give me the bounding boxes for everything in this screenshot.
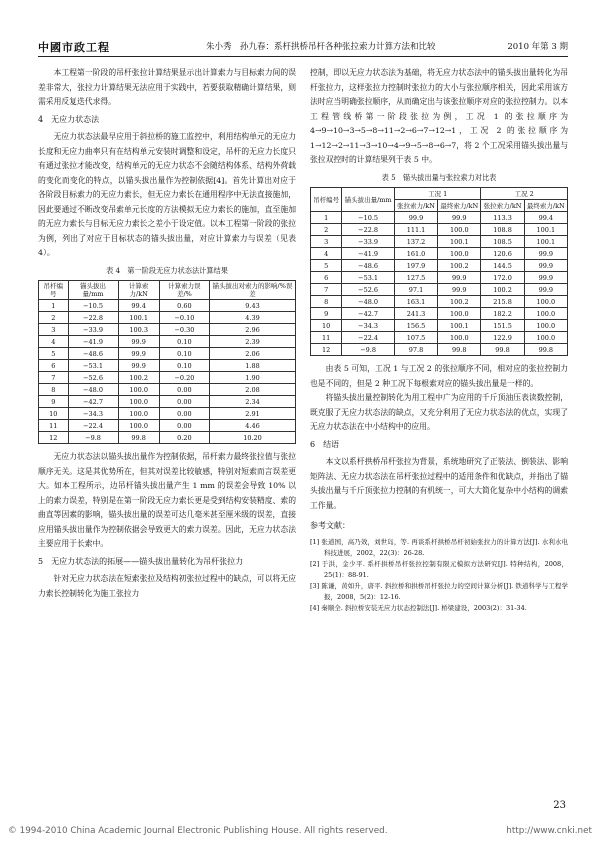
- table-row: [39, 324, 296, 336]
- table-row: [311, 308, 568, 320]
- table-cell: −52.6: [342, 284, 395, 296]
- table-cell: 4: [39, 336, 69, 348]
- paragraph: 本文以系杆拱桥吊杆张拉为背景，系统地研究了正装法、倒装法、影响矩阵法、无应力状态法在吊杆张拉过程中的适用条件和优缺点，并指出了锚头拔出量与千斤顶张拉力控制的有机统一，可大大简化复杂中小结构的调索工作量。: [310, 457, 568, 510]
- table-cell: 1.88: [209, 360, 295, 372]
- table-cell: 100.0: [438, 332, 481, 344]
- table-cell: 99.9: [438, 284, 481, 296]
- table-cell: −42.7: [342, 308, 395, 320]
- table-row: [311, 212, 568, 224]
- table-cell: −10.5: [342, 212, 395, 224]
- paragraph: 无应力状态法最早应用于斜拉桥的施工监控中，利用结构单元的无应力长度和无应力曲率只有在结构单元安装时调整和设定，吊杆的无应力长度只有通过张拉才能改变，结构单元的无应力状态不会随结构体系、结构外荷载的变化而变化的特点，以锚头拔出量作为控制依据[4]。首先计算出对应于各阶段目标索力的无应力索长，但无应力索长在通用程序中无法直接施加，因此要通过不断改变吊索单元长度的方法模拟无应力索长的施加，直至施加的无应力索长与目标无应力索长之差小于设定值。以本工程第一阶段的张拉为例，列出了对应于目标状态的锚头拔出量，对应计算索力与误差（见表4）。: [38, 132, 296, 257]
- table-cell: 0.10: [159, 360, 209, 372]
- table-cell: 1.90: [209, 372, 295, 384]
- table-cell: 0.00: [159, 384, 209, 396]
- table-cell: 182.2: [481, 308, 524, 320]
- table-cell: 2.91: [209, 408, 295, 420]
- paragraph: 无应力状态法以锚头拔出量作为控制依据，吊杆索力最终张拉值与张拉顺序无关。这是其优势所在，但其对误差比较敏感，特别对短索而言误差更大。如本工程所示，边吊杆锚头拔出量产生 1 mm 的误差会导致 10% 以上的索力误差，特别是在第一阶段无应力索长更是受到结构安装精度、索的曲直等因素的影响，锚头拔出量的误差可达几毫米甚至厘米级的误差，直接应用锚头拔出量作为控制依据会导致更大的索力误差。因此，无应力状态法主要应用于长索中。: [38, 452, 296, 548]
- table-cell: 100.1: [524, 224, 567, 236]
- table-cell: 113.3: [481, 212, 524, 224]
- table-cell: −53.1: [342, 272, 395, 284]
- table-cell: 100.2: [438, 296, 481, 308]
- table-caption: 表 4 第一阶段无应力状态法计算结果: [106, 265, 228, 275]
- table-4: [38, 280, 296, 444]
- table-cell: 99.9: [438, 272, 481, 284]
- table-cell: −9.8: [68, 432, 118, 444]
- table-cell: 11: [311, 332, 342, 344]
- journal-logo: 中國市政工程: [38, 41, 110, 54]
- table-row: [311, 260, 568, 272]
- table-cell: 7: [311, 284, 342, 296]
- table-cell: 172.0: [481, 272, 524, 284]
- table-header-cell: 吊杆编号: [39, 281, 69, 300]
- table-cell: 10.20: [209, 432, 295, 444]
- table-cell: 99.9: [118, 348, 159, 360]
- table-cell: 122.9: [481, 332, 524, 344]
- section-heading: 4 无应力状态法: [38, 114, 100, 124]
- table-cell: 163.1: [394, 296, 437, 308]
- table-cell: 99.9: [118, 360, 159, 372]
- reference-list: [310, 537, 568, 614]
- table-cell: −0.10: [159, 312, 209, 324]
- table-cell: 97.1: [394, 284, 437, 296]
- table-cell: 8: [311, 296, 342, 308]
- table-cell: −9.8: [342, 344, 395, 356]
- table-cell: 99.9: [524, 272, 567, 284]
- table-cell: 100.0: [438, 224, 481, 236]
- page-number: 23: [553, 800, 566, 811]
- table-cell: 100.0: [524, 332, 567, 344]
- table-cell: 99.9: [394, 212, 437, 224]
- table-cell: −42.7: [68, 396, 118, 408]
- table-cell: 99.8: [524, 344, 567, 356]
- copyright-text: © 1994-2010 China Academic Journal Electronic Publishing House. All rights reserved.: [8, 826, 388, 836]
- table-cell: 100.1: [438, 236, 481, 248]
- table-cell: 1: [311, 212, 342, 224]
- table-cell: 100.1: [118, 312, 159, 324]
- table-cell: 9: [39, 396, 69, 408]
- table-cell: 3: [39, 324, 69, 336]
- table-cell: 120.6: [481, 248, 524, 260]
- table-header-cell: [209, 281, 295, 300]
- table-header-cell: 计算索力/kN: [118, 281, 159, 300]
- table-cell: 100.3: [118, 324, 159, 336]
- table-5: [310, 187, 568, 356]
- table-cell: 241.3: [394, 308, 437, 320]
- issue-label: 2010 年第 3 期: [507, 42, 568, 52]
- table-header-cell: 张拉索力/kN: [394, 200, 437, 212]
- table-cell: 100.0: [118, 396, 159, 408]
- table-cell: 108.5: [481, 236, 524, 248]
- table-row: [311, 224, 568, 236]
- table-row: [311, 332, 568, 344]
- table-cell: 0.00: [159, 408, 209, 420]
- table-cell: −34.3: [342, 320, 395, 332]
- table-cell: 100.0: [118, 408, 159, 420]
- section-heading: 5 无应力状态法的拓展——锚头拔出量转化为吊杆张拉力: [38, 556, 244, 566]
- table-cell: 100.2: [118, 372, 159, 384]
- paragraph: 由表 5 可知，工况 1 与工况 2 的张拉顺序不同，相对应的张拉控制力也是不同的，但是 2 种工况下每根索对应的锚头拔出量是一样的。: [310, 364, 568, 388]
- table-cell: 100.2: [438, 260, 481, 272]
- table-row: [311, 248, 568, 260]
- table-cell: 6: [39, 360, 69, 372]
- header-text: 锚头拔出对索力的影响/%: [212, 282, 286, 290]
- table-cell: −41.9: [342, 248, 395, 260]
- table-cell: 100.2: [481, 284, 524, 296]
- table-cell: 99.8: [438, 344, 481, 356]
- table-cell: 8: [39, 384, 69, 396]
- table-cell: 100.0: [438, 248, 481, 260]
- table-cell: 100.0: [524, 296, 567, 308]
- table-cell: −10.5: [68, 300, 118, 312]
- table-cell: −48.6: [68, 348, 118, 360]
- table-cell: 197.9: [394, 260, 437, 272]
- table-cell: 2.08: [209, 384, 295, 396]
- table-row: [311, 296, 568, 308]
- table-cell: 0.20: [159, 432, 209, 444]
- paragraph: 将锚头拔出量控制转化为用工程中广为应用的千斤顶油压表读数控制，既克服了无应力状态法的缺点，又充分利用了无应力状态法的优点，实现了无应力状态法在中小结构中的应用。: [310, 393, 568, 431]
- table-cell: −22.4: [68, 420, 118, 432]
- table-header-cell: 工况 1: [394, 188, 481, 200]
- table-cell: −48.0: [68, 384, 118, 396]
- table-row: [39, 372, 296, 384]
- table-cell: 100.0: [524, 308, 567, 320]
- table-cell: 0.60: [159, 300, 209, 312]
- table-cell: 99.8: [481, 344, 524, 356]
- header-text: 误差: [249, 282, 293, 298]
- table-row: [311, 272, 568, 284]
- table-caption: 表 5 锚头拔出量与张拉索力对比表: [381, 172, 497, 182]
- table-cell: 0.00: [159, 396, 209, 408]
- table-cell: 10: [311, 320, 342, 332]
- table-cell: 4.39: [209, 312, 295, 324]
- section-heading: 6 结语: [310, 439, 340, 449]
- table-row: [311, 320, 568, 332]
- table-cell: 97.8: [394, 344, 437, 356]
- table-cell: 10: [39, 408, 69, 420]
- table-row: [39, 300, 296, 312]
- table-cell: −22.8: [68, 312, 118, 324]
- table-cell: −52.6: [68, 372, 118, 384]
- table-cell: −34.3: [68, 408, 118, 420]
- table-cell: 156.5: [394, 320, 437, 332]
- table-cell: 9: [311, 308, 342, 320]
- table-cell: −0.20: [159, 372, 209, 384]
- right-column: [310, 66, 568, 614]
- website-link[interactable]: http://www.cnki.net: [506, 826, 592, 836]
- table-cell: 6: [311, 272, 342, 284]
- reference-item: [4] 秦顺全. 斜拉桥安装无应力状态控制法[J]. 桥梁建设，2003(2)：31-34.: [310, 603, 527, 612]
- table-header-cell: 工况 2: [481, 188, 568, 200]
- table-cell: 2.34: [209, 396, 295, 408]
- table-cell: 144.5: [481, 260, 524, 272]
- table-row: [311, 284, 568, 296]
- table-cell: 99.4: [118, 300, 159, 312]
- table-cell: 2: [39, 312, 69, 324]
- table-cell: −48.0: [342, 296, 395, 308]
- table-cell: 5: [39, 348, 69, 360]
- table-cell: 100.0: [118, 384, 159, 396]
- page-header: [38, 36, 568, 57]
- table-cell: 11: [39, 420, 69, 432]
- paragraph: 控制，即以无应力状态法为基础，将无应力状态法中的锚头拔出量转化为吊杆张拉力，这样张拉力控制时张拉力的大小与张拉顺序相关，因此采用该方法时应当明确张拉顺序，从而确定出与该张拉顺序对应的张拉控制力。以本工程管线桥第一阶段张拉为例，工况 1 的张拉顺序为 4→9→10→3→5→8→11→2→6→7→12→1，工况 2 的张拉顺序为 1→12→2→11→3→10→4→9→5→8→6→7，将 2 个工况采用锚头拔出量与张拉双控时的计算结果列于表 5 中。: [310, 68, 568, 164]
- table-header-cell: 锚头拔出量/mm: [68, 281, 118, 300]
- table-row: [39, 384, 296, 396]
- table-cell: 7: [39, 372, 69, 384]
- table-cell: 99.9: [438, 212, 481, 224]
- table-cell: −22.8: [342, 224, 395, 236]
- table-cell: 100.0: [118, 420, 159, 432]
- paragraph: 针对无应力状态法在短索张拉及结构初张拉过程中的缺点，可以将无应力索长控制转化为施工张拉力: [38, 574, 296, 598]
- table-cell: 4: [311, 248, 342, 260]
- reference-item: [3] 陈谦，黄如升，唐平. 斜拉桥和拱桥吊杆张拉力的空间计算分析[J]. 铁道科学与工程学报，2008，5(2)：12-16.: [310, 581, 568, 601]
- table-cell: −0.30: [159, 324, 209, 336]
- table-row: [311, 344, 568, 356]
- table-row: [39, 348, 296, 360]
- table-cell: 12: [39, 432, 69, 444]
- table-cell: 137.2: [394, 236, 437, 248]
- table-row: [39, 420, 296, 432]
- table-row: [39, 408, 296, 420]
- table-cell: 108.8: [481, 224, 524, 236]
- table-cell: 2.06: [209, 348, 295, 360]
- references-heading: 参考文献：: [310, 521, 350, 530]
- table-cell: 215.8: [481, 296, 524, 308]
- table-cell: 0.10: [159, 336, 209, 348]
- table-cell: 127.5: [394, 272, 437, 284]
- page-footer: [8, 826, 592, 836]
- table-cell: 5: [311, 260, 342, 272]
- table-cell: −53.1: [68, 360, 118, 372]
- table-row: [39, 312, 296, 324]
- table-cell: 3: [311, 236, 342, 248]
- table-cell: 0.10: [159, 348, 209, 360]
- table-cell: 4.46: [209, 420, 295, 432]
- table-cell: 99.9: [118, 336, 159, 348]
- table-cell: 100.0: [524, 320, 567, 332]
- table-row: [39, 432, 296, 444]
- table-cell: 161.0: [394, 248, 437, 260]
- table-header-cell: 锚头拔出量/mm: [342, 188, 395, 212]
- table-cell: 9.43: [209, 300, 295, 312]
- table-cell: 100.1: [438, 320, 481, 332]
- table-header-cell: 最终索力/kN: [438, 200, 481, 212]
- table-cell: −48.6: [342, 260, 395, 272]
- table-cell: −41.9: [68, 336, 118, 348]
- table-cell: 99.9: [524, 248, 567, 260]
- table-cell: 100.0: [438, 308, 481, 320]
- paragraph: 本工程第一阶段的吊杆张拉计算结果显示出计算索力与目标索力间的误差非常大，张拉力计算结果无法应用于实践中，若要获取精确计算结果，则需采用反复迭代求得。: [38, 68, 296, 106]
- table-cell: 99.9: [524, 284, 567, 296]
- table-header-cell: 计算索力误差/%: [159, 281, 209, 300]
- table-header-cell: 张拉索力/kN: [481, 200, 524, 212]
- table-cell: 2.96: [209, 324, 295, 336]
- table-row: [311, 236, 568, 248]
- table-cell: 107.5: [394, 332, 437, 344]
- table-cell: 2.39: [209, 336, 295, 348]
- table-cell: −33.9: [68, 324, 118, 336]
- left-column: [38, 66, 296, 601]
- table-cell: 12: [311, 344, 342, 356]
- reference-item: [2] 于洪，金少平. 系杆拱桥吊杆张拉控制有限元模拟方法研究[J]. 特种结构，2008，25(1)：88-91.: [310, 559, 568, 579]
- table-cell: 100.1: [524, 236, 567, 248]
- table-row: [39, 336, 296, 348]
- table-row: [39, 396, 296, 408]
- table-header-cell: 最终索力/kN: [524, 200, 567, 212]
- table-row: [39, 360, 296, 372]
- table-cell: −33.9: [342, 236, 395, 248]
- table-cell: 111.1: [394, 224, 437, 236]
- table-cell: 99.8: [118, 432, 159, 444]
- running-title: 朱小秀 孙九春：系杆拱桥吊杆各种张拉索力计算方法和比较: [206, 42, 436, 52]
- reference-item: [1] 张道国，高乃效，刘世岛，等. 再谈系杆拱桥吊杆初始张拉力的计算方法[J]. 水利水电科技进展，2002，22(3)：26-28.: [310, 537, 568, 557]
- table-cell: 1: [39, 300, 69, 312]
- table-cell: 99.9: [524, 260, 567, 272]
- table-cell: −22.4: [342, 332, 395, 344]
- table-cell: 151.5: [481, 320, 524, 332]
- table-header-cell: 吊杆编号: [311, 188, 342, 212]
- table-cell: 0.00: [159, 420, 209, 432]
- table-cell: 2: [311, 224, 342, 236]
- table-cell: 99.4: [524, 212, 567, 224]
